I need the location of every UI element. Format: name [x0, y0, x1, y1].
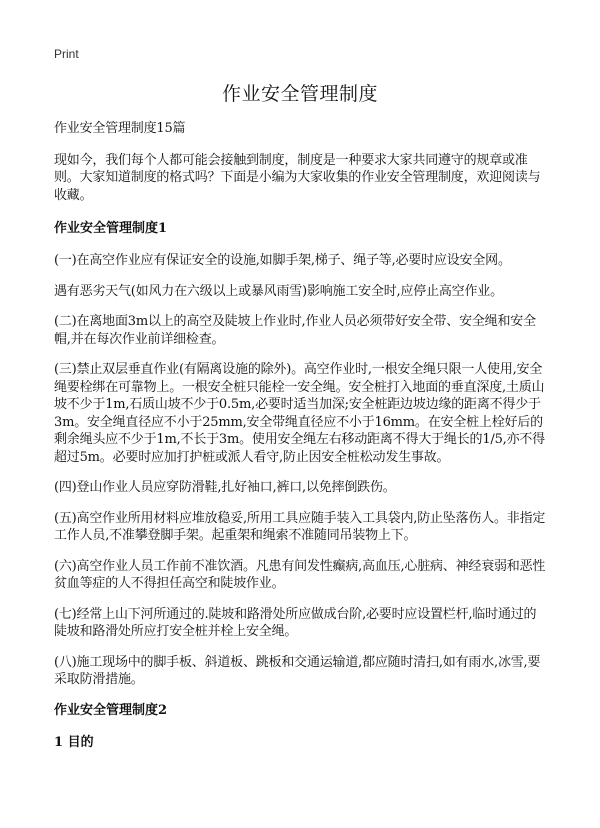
section-1-paragraph: (三)禁止双层垂直作业(有隔离设施的除外)。高空作业时,一根安全绳只限一人使用,安全绳要栓绑在可靠物上。一根安全桩只能栓一安全绳。安全桩打入地面的垂直深度,土质山坡不少于1m,石质山坡不少于0.5m,必要时适当加深;安全桩距边坡边缘的距离不得少于3m。安全绳直径应不小于25mm,安全带绳直径应不小于16mm。在安全桩上栓好后的剩余绳头应不少于1m,不长于3m。使用安全绳左右移动距离不得大于绳长的1/5,亦不得超过5m。必要时应加打护桩或派人看守,防止因安全桩松动发生事故。 — [54, 362, 545, 465]
section-1-paragraph: (六)高空作业人员工作前不准饮酒。凡患有间发性癫病,高血压,心脏病、神经衰弱和恶性贫血等症的人不得担任高空和陡坡作业。 — [54, 558, 546, 591]
document-subtitle: 作业安全管理制度15篇 — [54, 121, 186, 136]
intro-paragraph: 现如今，我们每个人都可能会接触到制度，制度是一种要求大家共同遵守的规章或准则。大家知道制度的格式吗？下面是小编为大家收集的作业安全管理制度，欢迎阅读与收藏。 — [54, 152, 541, 203]
print-link[interactable]: Print — [54, 47, 79, 61]
section-1-paragraph: (五)高空作业所用材料应堆放稳妥,所用工具应随手装入工具袋内,防止坠落伤人。非指定工作人员,不准攀登脚手架。起重架和绳索不准随同吊装物上下。 — [54, 510, 546, 543]
document-body — [54, 120, 548, 766]
section-1-paragraph: (四)登山作业人员应穿防滑鞋,扎好袖口,裤口,以免摔倒跌伤。 — [54, 480, 396, 495]
section-1-paragraph: 遇有恶劣天气(如风力在六级以上或暴风雨雪)影响施工安全时,应停止高空作业。 — [54, 283, 503, 299]
section-1-paragraph: (七)经常上山下河所通过的.陡坡和路滑处所应做成台阶,必要时应设置栏杆,临时通过的陡坡和路滑处所应打安全桩并栓上安全绳。 — [54, 606, 537, 639]
section-1-heading: 作业安全管理制度1 — [54, 221, 168, 236]
section-2-subheading: 1 目的 — [54, 734, 94, 750]
document-title: 作业安全管理制度 — [221, 83, 378, 105]
section-1-paragraph: (一)在高空作业应有保证安全的设施,如脚手架,梯子、绳子等,必要时应设安全网。 — [54, 253, 511, 268]
section-2-heading: 作业安全管理制度2 — [54, 702, 168, 718]
section-1-paragraph: (八)施工现场中的脚手板、斜道板、跳板和交通运输道,都应随时清扫,如有雨水,冰雪,要采取防滑措施。 — [54, 654, 541, 687]
section-1-paragraph: (二)在离地面3m以上的高空及陡坡上作业时,作业人员必须带好安全带、安全绳和安全帽,并在每次作业前详细检查。 — [54, 314, 536, 347]
